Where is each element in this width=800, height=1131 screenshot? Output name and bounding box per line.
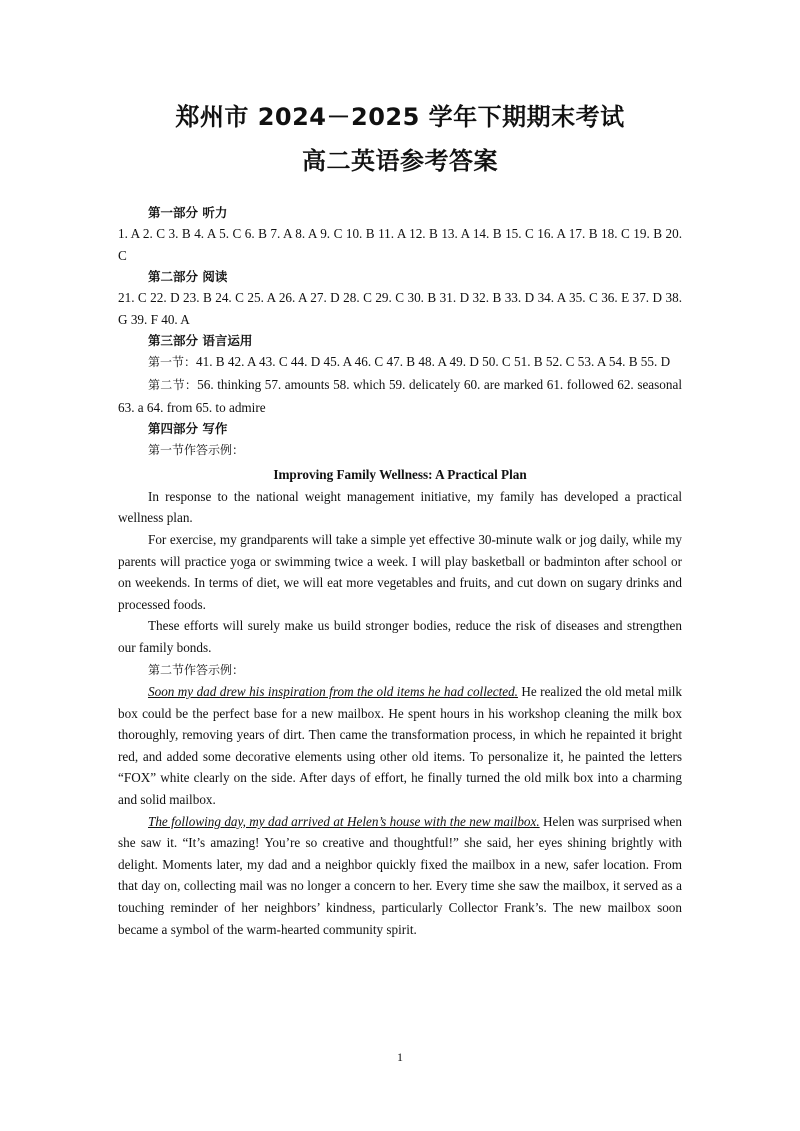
story-paragraph-body: Helen was surprised when she saw it. “It’s amazing! You’re so creative and thoughtful!” she said, her eyes shining brightly with delight. Moments later, my dad and a neighbor quickly fixed the mailbox in a new, safer location. From that day on, collecting mail was no longer a concern to her. Every time she saw the mailbox, it served as a touching reminder of her neighbors’ kindness, particularly Collector Frank’s. The new mailbox soon became a symbol of the warm-hearted community spirit. [118,813,682,937]
page-number: 1 [397,1050,403,1064]
part2-answers: 21. C 22. D 23. B 24. C 25. A 26. A 27. D 28. C 29. C 30. B 31. D 32. B 33. D 34. A 35. C 36. E 37. D 38. G 39. F 40. A [118,290,682,327]
essay-paragraph: For exercise, my grandparents will take a simple yet effective 30-minute walk or jog daily, while my parents will practice yoga or swimming twice a week. I will play basketball or badminton after school or on weekends. In terms of diet, we will eat more vegetables and fruits, and cut down on sugary drinks and processed foods. [118,531,682,612]
part4-section2-label: 第二节作答示例： [148,662,245,677]
story-paragraph [118,811,682,941]
part3-section1-answers: 41. B 42. A 43. C 44. D 45. A 46. C 47. B 48. A 49. D 50. C 51. B 52. C 53. A 54. B 55. D [196,354,671,370]
part4-section2-label-line [118,659,682,682]
part2-heading: 第二部分 阅读 [148,269,228,285]
essay-title: Improving Family Wellness: A Practical Plan [273,466,527,482]
part4-section1-label: 第一节作答示例： [148,443,245,458]
part3-section1 [118,351,682,374]
part1-answers: 1. A 2. C 3. B 4. A 5. C 6. B 7. A 8. A 9. C 10. B 11. A 12. B 13. A 14. B 15. C 16. A 17. B 18. C 19. B 20. C [118,226,682,263]
part3-section1-label: 第一节： [148,355,197,370]
essay-paragraph: These efforts will surely make us build stronger bodies, reduce the risk of diseases and strengthen our family bonds. [118,618,682,655]
part3-section2 [118,374,682,418]
story-paragraph-body: He realized the old metal milk box could be the perfect base for a new mailbox. He spent hours in his workshop cleaning the milk box thoroughly, removing years of dirt. Then came the transformation process, in which he repainted it bright red, and added some decorative elements using other old items. To personalize it, he painted the letters “FOX” white clearly on the side. After days of effort, he finally turned the old milk box into a charming and solid mailbox. [118,684,682,808]
story-paragraph-lead: The following day, my dad arrived at Helen’s house with the new mailbox. [148,813,540,829]
part4-heading: 第四部分 写作 [148,421,228,437]
story-paragraph [118,681,682,811]
story-paragraph-lead: Soon my dad drew his inspiration from the old items he had collected. [148,684,518,700]
document-subtitle: 高二英语参考答案 [302,147,498,175]
document-title: 郑州市 2024－2025 学年下期期末考试 [175,103,625,131]
part3-section2-label: 第二节： [148,377,198,392]
part3-heading: 第三部分 语言运用 [148,333,253,349]
part3-section2-answers: 56. thinking 57. amounts 58. which 59. delicately 60. are marked 61. followed 62. seasonal 63. a 64. from 65. to admire [118,376,682,415]
part1-heading: 第一部分 听力 [148,205,228,220]
essay-paragraph: In response to the national weight management initiative, my family has developed a practical wellness plan. [118,488,682,526]
part4-section1-label-line [118,439,682,462]
